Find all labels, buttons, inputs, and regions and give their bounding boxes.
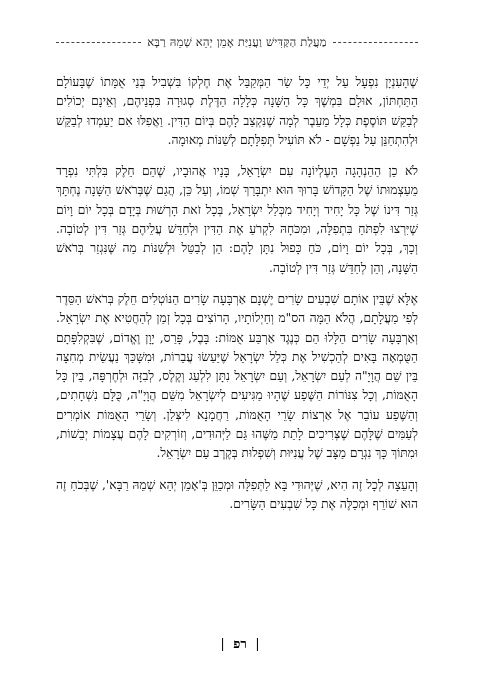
header-rule-right	[333, 42, 418, 43]
page-number: רפ	[233, 637, 247, 652]
paragraph: שֶׁהָעִנְיָן נִפְעָל עַל יְדֵי כָּל שַׂר הַמְּקַבֵּל אֶת חֶלְקוֹ בִּשְׁבִיל בְּנֵי אֻמָּתוֹ שֶׁבָּעוֹלָם הַתַּחְתּוֹן, אוּלָם בִּמְשֶׁךְ כָּל הַשָּׁנָה כְּלָלָה הַדֶּלֶת סְגוּרָה בִּפְנֵיהֶם, וְאֵינָם יְכוֹלִים לְבַקֵּשׁ תּוֹסֶפֶת כְּלָל מֵעֵבֶר לְמָה שֶׁנִּקְצַב לָהֶם בְּיוֹם הַדִּין. וַאֲפִלּוּ אִם יַעַמְדוּ לְבַקֵּשׁ וּלְהִתְחַנֵּן עַל נַפְשָׁם - לֹא תּוֹעִיל תְּפִלָּתָם לְשַׁנּוֹת מְאוּמָה.	[56, 75, 418, 147]
paragraph: וְהָעֵצָה לְכָל זֶה הִיא, שֶׁיְּהוּדִי בָּא לַתְּפִלָּה וּמְכַוֵּן בְּ'אָמֵן יְהֵא שְׁמֵהּ רַבָּא', שֶׁבְּכֹחַ זֶה הוּא שׁוֹרֵף וּמְכַלֶּה אֶת כָּל שִׁבְעִים הַשָּׂרִים.	[56, 477, 418, 511]
header-rule-left	[56, 42, 141, 43]
page-footer	[0, 636, 480, 652]
running-header	[56, 32, 418, 52]
body-text	[56, 73, 418, 514]
paragraph: אֶלָּא שֶׁבֵּין אוֹתָם שִׁבְעִים שָׂרִים יֶשְׁנָם אַרְבָּעָה שָׂרִים הַנּוֹטְלִים חֵלֶק בְּרֹאשׁ הַסֵּדֶר לְפִי מַעֲלָתָם, הֲלֹא הֵמָּה הס"מ וְחַיְלוֹתָיו, הָרוֹצִים בְּכָל זְמַן לְהַחֲטִיא אֶת יִשְׂרָאֵל. וְאַרְבָּעָה שָׂרִים הַלָּלוּ הֵם כְּנֶגֶד אַרְבַּע אֻמּוֹת: בָּבֶל, פָּרַס, יָוָן וֶאֱדוֹם, שֶׁבִּקְלִפָּתָם הַטֻּמְאָה בָּאִים לְהַכְשִׁיל אֶת כְּלַל יִשְׂרָאֵל שֶׁיַּעַשׂוּ עֲבֵרוֹת, וּמִשָּׁכַּךְ נַעֲשֵׂית מְחִצָּה בֵּין שֵׁם הֲוָיָ"ה לְעַם יִשְׂרָאֵל, וְעַם יִשְׂרָאֵל נִתָּן לִלְעַג וְקֶלֶס, לְבִזָּה וּלְחֶרְפָּה, בֵּין כָּל הָאֻמּוֹת, וְכָל צִנּוֹרוֹת הַשֶּׁפַע שֶׁהָיוּ מַגִּיעִים לְיִשְׂרָאֵל מִשֵּׁם הֲוָיָ"ה, כֻּלָּם נִשְׁחָתִים, וְהַשֶּׁפַע עוֹבֵר אֶל אַרְצוֹת שָׂרֵי הָאֻמּוֹת, רַחֲמָנָא לִיצְּלַן. וְשָׂרֵי הָאֻמּוֹת אוֹמְרִים לְעַמִּים שֶׁלָּהֶם שֶׁצְּרִיכִים לָתֵת מַשֶּׁהוּ גַּם לַיְּהוּדִים, וְזוֹרְקִים לָהֶם עֲצָמוֹת יְבֵשׁוֹת, וּמִתּוֹךְ כָּךְ נִגְרָם מַצָּב שֶׁל עֲנִיּוּת וְשִׁפְלוּת בְּקֶרֶב עַם יִשְׂרָאֵל.	[56, 291, 418, 461]
footer-bar-right: |	[255, 637, 260, 652]
paragraph: לֹא כֵן הַהַנְהָגָה הָעֶלְיוֹנָה עִם יִשְׂרָאֵל, בָּנָיו אֲהוּבָיו, שֶׁהֵם חֵלֶק בִּלְתִּי נִפְרָד מֵעַצְמוּתוֹ שֶׁל הַקָּדוֹשׁ בָּרוּךְ הוּא יִתְבָּרַךְ שְׁמוֹ, וְעַל כֵּן, הֲגַם שֶׁבְּרֹאשׁ הַשָּׁנָה נֶחְתָּךְ גְּזַר דִּינוֹ שֶׁל כָּל יָחִיד וְיָחִיד מִכְּלַל יִשְׂרָאֵל, בְּכָל זֹאת הָרְשׁוּת בְּיָדָם בְּכָל יוֹם וָיוֹם שֶׁיִּרְצוּ לִפְתֹּחַ בִּתְפִלָּה, וּמִכֹּחָהּ לִקְרֹעַ אֶת הַדִּין וּלְחַדֵּשׁ עֲלֵיהֶם גְּזַר דִּין לְטוֹבָה. וְכָךְ, בְּכָל יוֹם וָיוֹם, כֹּחַ כָּפוּל נִתָּן לָהֶם: הֵן לְבַטֵּל וּלְשַׁנּוֹת מַה שֶּׁנִּגְזַר בְּרֹאשׁ הַשָּׁנָה, וְהֵן לְחַדֵּשׁ גְּזַר דִּין לְטוֹבָה.	[56, 164, 418, 275]
footer-bar-left: |	[220, 637, 225, 652]
header-title: מַעֲלַת הַקַּדִּישׁ וַעֲנִיַּת אָמֵן יְהֵא שְׁמֵהּ רַבָּא	[147, 35, 327, 49]
